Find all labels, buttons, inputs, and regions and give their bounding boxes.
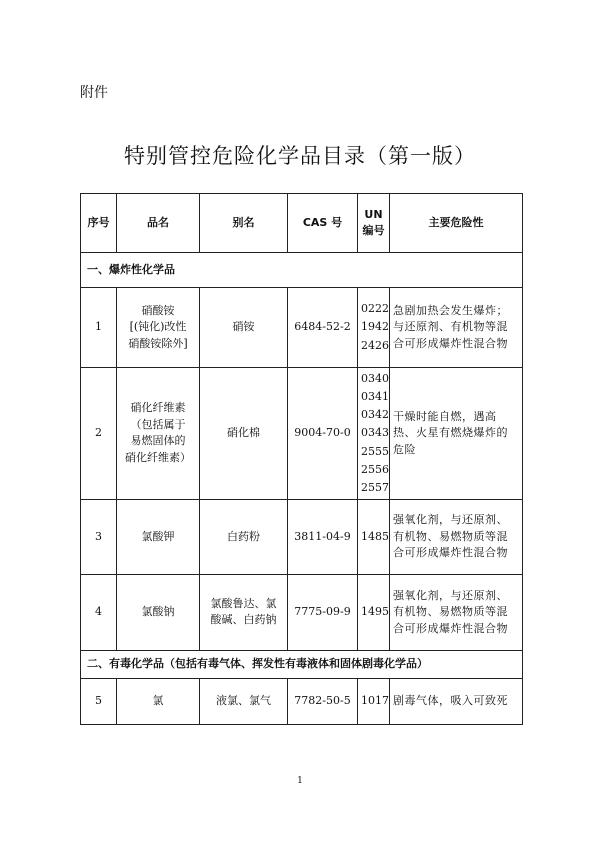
un-number: 0342 [361, 408, 389, 422]
cell-serial: 3 [81, 499, 117, 574]
cell-hazard: 剧毒气体，吸入可致死 [390, 678, 523, 724]
column-header-alias: 别名 [200, 194, 288, 253]
cell-cas: 7775-09-9 [288, 574, 358, 650]
un-number: 1017 [361, 694, 389, 708]
cell-un [358, 288, 390, 368]
table-row [81, 368, 523, 500]
cell-name: 氯 [117, 678, 200, 724]
section-row [81, 650, 523, 678]
column-header-cas: CAS 号 [288, 194, 358, 253]
page-number: 1 [297, 776, 303, 786]
cell-serial: 4 [81, 574, 117, 650]
table-row [81, 499, 523, 574]
cell-cas: 9004-70-0 [288, 368, 358, 500]
cell-serial: 5 [81, 678, 117, 724]
cell-name: 硝化纤维素 （包括属于 易燃固体的 硝化纤维素） [117, 368, 200, 500]
section-title: 二、有毒化学品（包括有毒气体、挥发性有毒液体和固体剧毒化学品） [81, 650, 523, 678]
cell-hazard: 急剧加热会发生爆炸；与还原剂、有机物等混合可形成爆炸性混合物 [390, 288, 523, 368]
un-number: 2557 [361, 480, 389, 494]
column-header-un: UN 编号 [358, 194, 390, 253]
column-header-name: 品名 [117, 194, 200, 253]
cell-alias: 硝化棉 [200, 368, 288, 500]
un-number: 1485 [361, 529, 389, 543]
cell-cas: 7782-50-5 [288, 678, 358, 724]
cell-name: 氯酸钾 [117, 499, 200, 574]
cell-serial: 1 [81, 288, 117, 368]
table-row [81, 678, 523, 724]
cell-un [358, 368, 390, 500]
cell-serial: 2 [81, 368, 117, 500]
cell-hazard: 强氧化剂，与还原剂、有机物、易燃物质等混合可形成爆炸性混合物 [390, 499, 523, 574]
un-number: 2555 [361, 444, 389, 458]
table-header-row [81, 194, 523, 253]
cell-un [358, 574, 390, 650]
cell-hazard: 强氧化剂，与还原剂、有机物、易燃物质等混合可形成爆炸性混合物 [390, 574, 523, 650]
section-title: 一、爆炸性化学品 [81, 253, 523, 288]
cell-un [358, 499, 390, 574]
un-number: 2426 [361, 338, 389, 352]
table-row [81, 288, 523, 368]
column-header-hazard: 主要危险性 [390, 194, 523, 253]
cell-name: 硝酸铵 [(钝化)改性 硝酸铵除外] [117, 288, 200, 368]
cell-cas: 3811-04-9 [288, 499, 358, 574]
cell-hazard: 干燥时能自燃，遇高热、火星有燃烧爆炸的危险 [390, 368, 523, 500]
un-number: 1495 [361, 605, 389, 619]
cell-alias: 液氯、氯气 [200, 678, 288, 724]
cell-alias: 白药粉 [200, 499, 288, 574]
un-number: 0222 [361, 302, 389, 316]
un-number: 0340 [361, 372, 389, 385]
cell-name: 氯酸钠 [117, 574, 200, 650]
un-number: 0343 [361, 426, 389, 440]
section-row [81, 253, 523, 288]
un-number: 1942 [361, 320, 389, 334]
chemical-catalog-table [80, 193, 523, 725]
document-title: 特别管控危险化学品目录（第一版） [124, 144, 476, 168]
cell-alias: 硝铵 [200, 288, 288, 368]
cell-alias: 氯酸鲁达、氯 酸碱、白药钠 [200, 574, 288, 650]
un-number: 2556 [361, 462, 389, 476]
table-row [81, 574, 523, 650]
un-number: 0341 [361, 390, 389, 404]
cell-un [358, 678, 390, 724]
cell-cas: 6484-52-2 [288, 288, 358, 368]
column-header-serial: 序号 [81, 194, 117, 253]
attachment-label: 附件 [80, 85, 108, 101]
